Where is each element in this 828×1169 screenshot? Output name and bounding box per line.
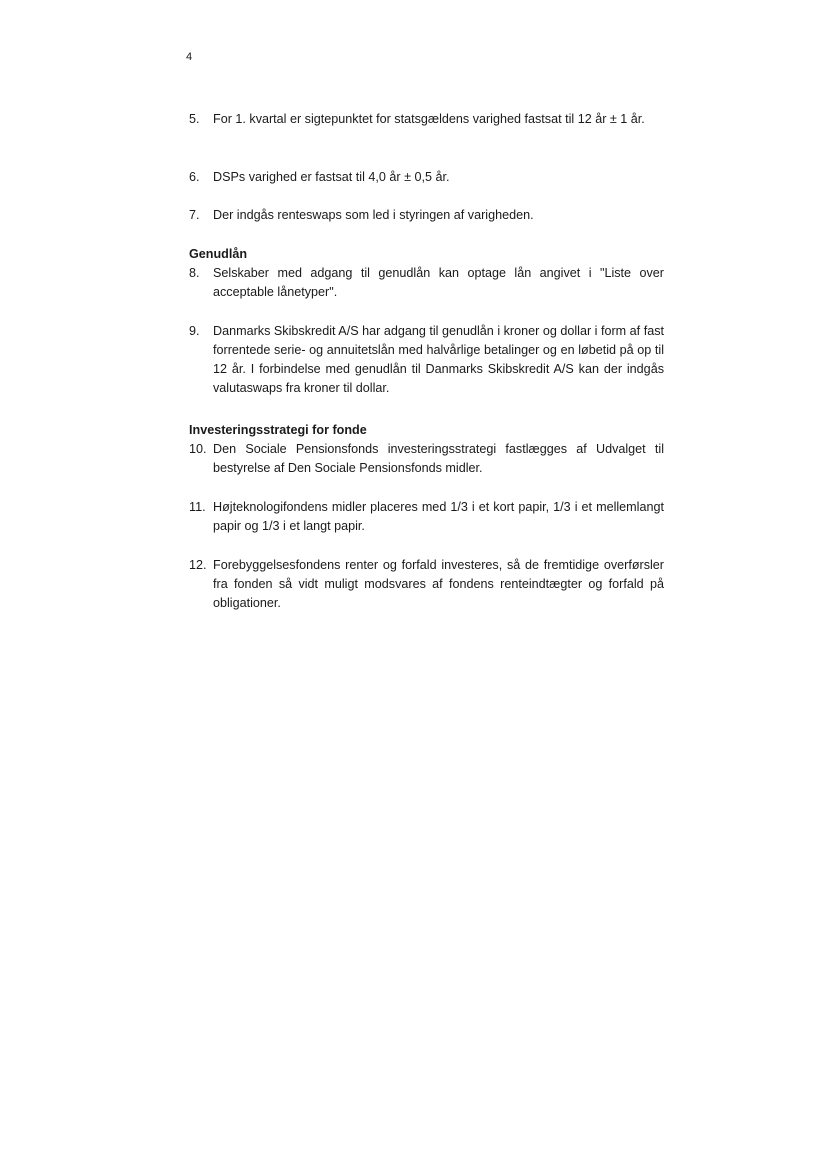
- item-number: 10.: [189, 442, 207, 456]
- item-text: Der indgås renteswaps som led i styringen af varigheden.: [213, 208, 534, 222]
- list-item-8: [189, 264, 664, 302]
- section-heading-genudlaan: Genudlån: [189, 247, 248, 261]
- item-number: 12.: [189, 558, 207, 572]
- list-item-6: [189, 168, 664, 187]
- item-text: DSPs varighed er fastsat til 4,0 år ± 0,5 år.: [213, 170, 450, 184]
- item-text: Den Sociale Pensionsfonds investeringsstrategi fastlægges af Udvalget til bestyrelse af Den Sociale Pensionsfonds midler.: [213, 442, 664, 475]
- item-number: 8.: [189, 266, 200, 280]
- item-number: 6.: [189, 170, 200, 184]
- list-item-5: [189, 110, 664, 129]
- item-number: 5.: [189, 112, 200, 126]
- item-text: Selskaber med adgang til genudlån kan optage lån angivet i "Liste over acceptable lånetyper".: [213, 266, 664, 299]
- item-text: Danmarks Skibskredit A/S har adgang til genudlån i kroner og dollar i form af fast forrentede serie- og annuitetslån med halvårlige betalinger og en løbetid på op til 12 år. I forbindelse med genudlån til Danmarks Skibskredit A/S kan der indgås valutaswaps fra kroner til dollar.: [213, 324, 664, 395]
- item-text: Forebyggelsesfondens renter og forfald investeres, så de fremtidige overførsler fra fonden så vidt muligt modsvares af fondens renteindtægter og forfald på obligationer.: [213, 558, 664, 610]
- item-text: Højteknologifondens midler placeres med 1/3 i et kort papir, 1/3 i et mellemlangt papir og 1/3 i et langt papir.: [213, 500, 664, 533]
- item-number: 11.: [189, 500, 206, 514]
- section-heading-investeringsstrategi: Investeringsstrategi for fonde: [189, 423, 367, 437]
- list-item-11: [189, 498, 664, 536]
- item-number: 7.: [189, 208, 200, 222]
- page-number: 4: [186, 51, 193, 63]
- list-item-9: [189, 322, 664, 398]
- list-item-7: [189, 206, 664, 225]
- list-item-10: [189, 440, 664, 478]
- item-text: For 1. kvartal er sigtepunktet for statsgældens varighed fastsat til 12 år ± 1 år.: [213, 112, 645, 126]
- list-item-12: [189, 556, 664, 613]
- item-number: 9.: [189, 324, 200, 338]
